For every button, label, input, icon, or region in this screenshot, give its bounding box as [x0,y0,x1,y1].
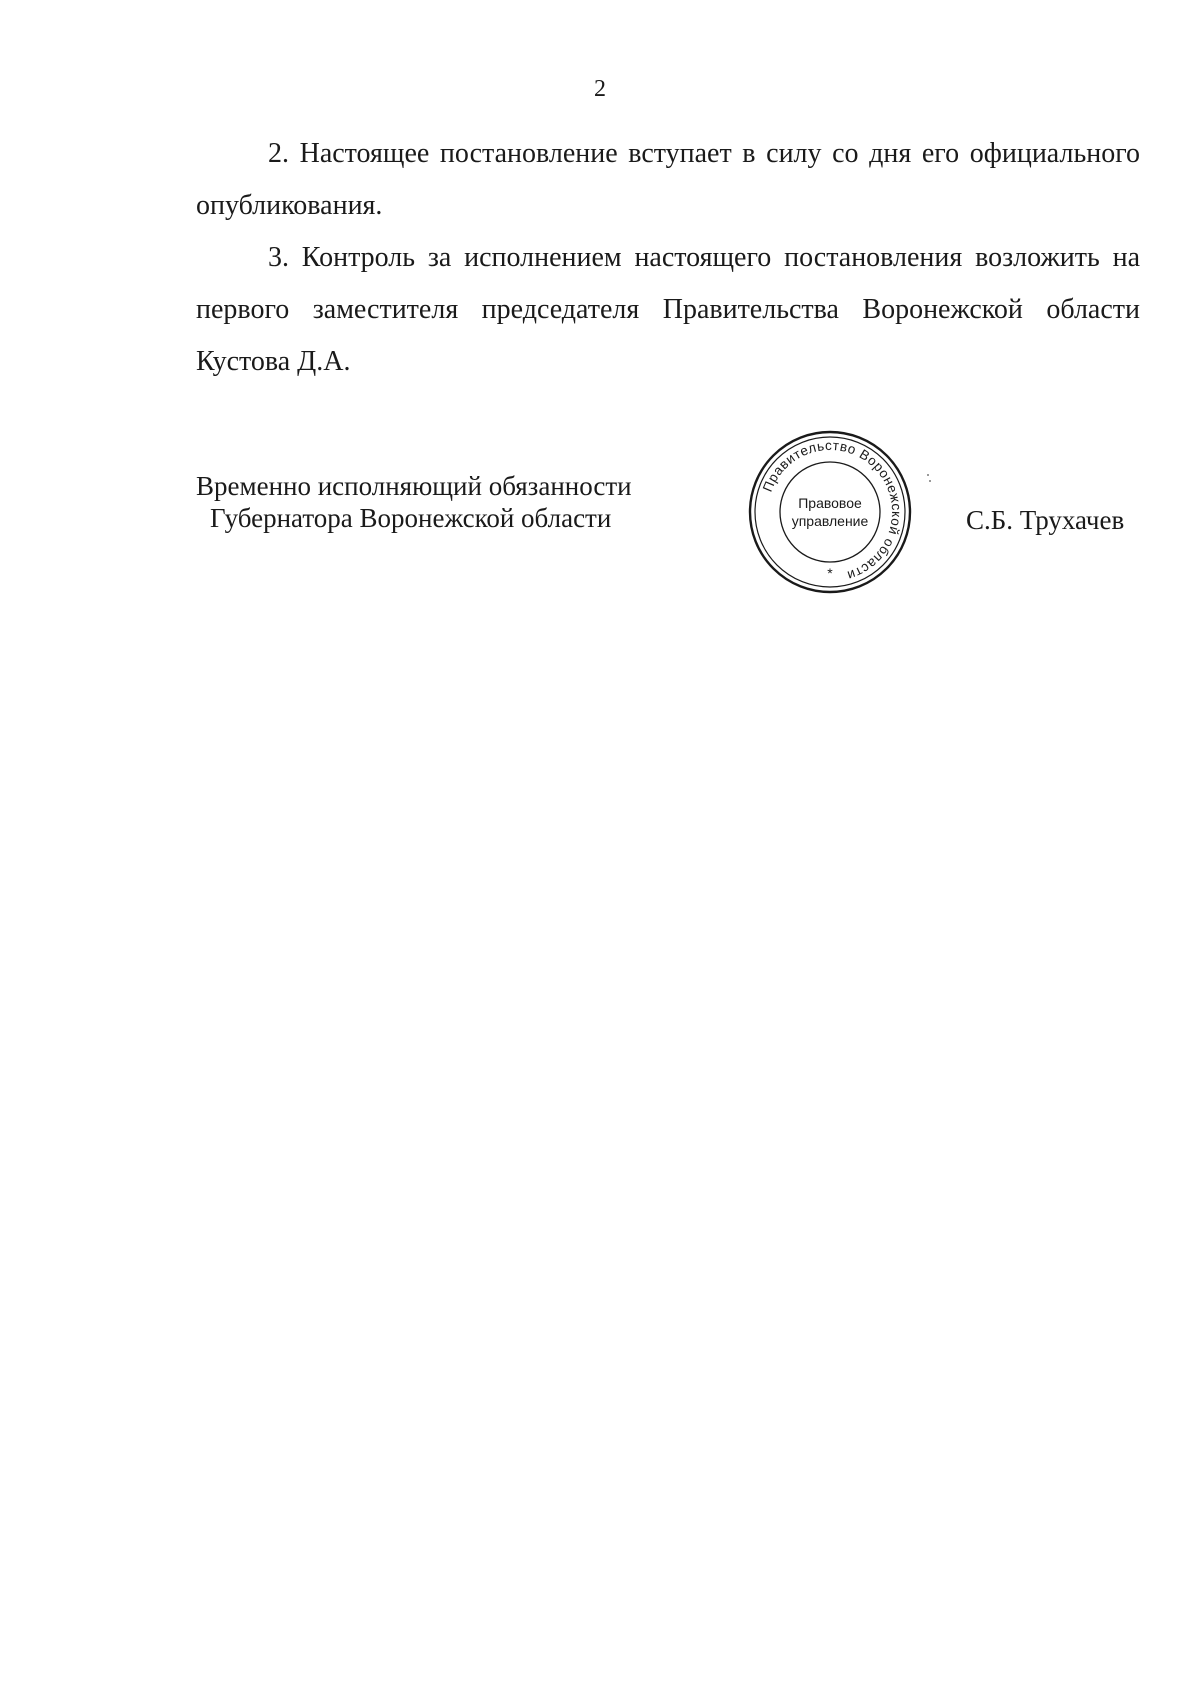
stamp-inner-line2: управление [791,513,869,529]
page-number: 2 [594,76,606,102]
stamp-inner-line1: Правовое [798,495,862,511]
signatory-position-line2: Губернатора Воронежской области [210,503,612,533]
paragraph-3: 3. Контроль за исполнением настоящего постановления возложить на первого заместителя председателя Правительства Воронежской области Кустова Д.А. [196,242,1140,377]
signatory-name: С.Б. Трухачев [966,505,1125,535]
signatory-position [196,470,632,534]
stamp-inner-ring [780,462,880,562]
stamp-star-icon: * [827,565,833,581]
scan-speck [929,480,931,482]
scan-speck [927,474,929,476]
stamp-outer-text: Правительство Воронежской области [759,437,905,584]
official-stamp [746,428,914,596]
signatory-position-line1: Временно исполняющий обязанности [196,471,632,501]
stamp-seal-graphic [746,428,914,596]
document-body [196,128,1140,388]
paragraph-2: 2. Настоящее постановление вступает в силу со дня его официального опубликования. [196,138,1140,221]
